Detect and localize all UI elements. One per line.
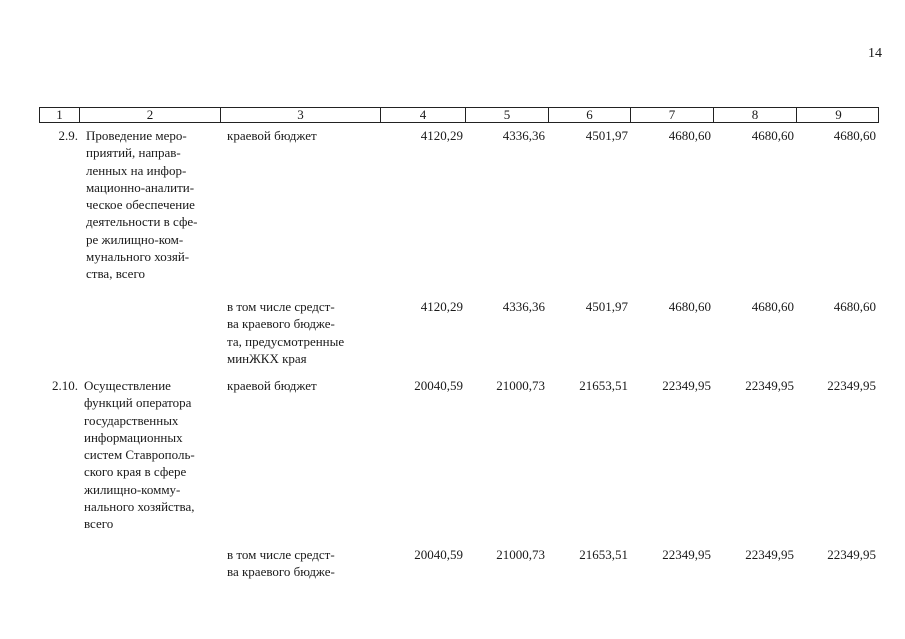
- value-col-8: 4680,60: [751, 299, 794, 314]
- column-header-6: 6: [549, 108, 631, 122]
- column-header-8: 8: [714, 108, 797, 122]
- description-line: ческое обеспечение: [86, 197, 195, 213]
- row-description: [86, 127, 214, 283]
- row-description: [84, 377, 216, 533]
- value-col-8: 4680,60: [751, 128, 794, 143]
- column-header-5: 5: [466, 108, 549, 122]
- table-header-row: [39, 107, 879, 123]
- value-col-6: 21653,51: [579, 547, 628, 562]
- funding-source: краевой бюджет: [227, 128, 317, 143]
- source-line: ва краевого бюдже-: [227, 316, 335, 332]
- description-line: систем Ставрополь-: [84, 447, 195, 463]
- description-line: государственных: [84, 412, 179, 428]
- column-header-2: 2: [80, 108, 221, 122]
- description-line: ре жилищно-ком-: [86, 231, 184, 247]
- description-line: Проведение меро-: [86, 128, 187, 143]
- description-line: приятий, направ-: [86, 145, 181, 161]
- value-col-6: 4501,97: [585, 128, 628, 143]
- row-number: 2.10.: [52, 378, 78, 393]
- value-col-4: 4120,29: [420, 128, 463, 143]
- value-col-4: 20040,59: [414, 547, 463, 562]
- description-line: ского края в сфере: [84, 464, 187, 480]
- value-col-5: 21000,73: [496, 378, 545, 393]
- source-line: ва краевого бюдже-: [227, 564, 335, 580]
- value-col-6: 21653,51: [579, 378, 628, 393]
- value-col-4: 20040,59: [414, 378, 463, 393]
- value-col-9: 22349,95: [827, 547, 876, 562]
- description-line: всего: [84, 516, 114, 532]
- value-col-7: 4680,60: [668, 299, 711, 314]
- value-col-7: 22349,95: [662, 547, 711, 562]
- value-col-8: 22349,95: [745, 547, 794, 562]
- value-col-9: 4680,60: [833, 128, 876, 143]
- description-line: функций оператора: [84, 395, 192, 411]
- column-header-9: 9: [835, 107, 842, 122]
- funding-source: [227, 546, 376, 581]
- source-line: в том числе средст-: [227, 299, 335, 314]
- row-number: 2.9.: [58, 128, 78, 143]
- value-col-8: 22349,95: [745, 378, 794, 393]
- column-header-7: 7: [631, 108, 714, 122]
- value-col-5: 4336,36: [502, 128, 545, 143]
- source-line: минЖКХ края: [227, 350, 307, 366]
- source-line: в том числе средст-: [227, 547, 335, 562]
- value-col-9: 22349,95: [827, 378, 876, 393]
- column-header-1: 1: [40, 108, 80, 122]
- source-line: та, предусмотренные: [227, 333, 345, 349]
- value-col-5: 21000,73: [496, 547, 545, 562]
- value-col-6: 4501,97: [585, 299, 628, 314]
- funding-source: [227, 298, 376, 367]
- value-col-7: 4680,60: [668, 128, 711, 143]
- column-header-4: 4: [381, 108, 466, 122]
- description-line: жилищно-комму-: [84, 481, 181, 497]
- page-number: 14: [868, 46, 882, 61]
- description-line: мационно-аналити-: [86, 179, 195, 195]
- value-col-7: 22349,95: [662, 378, 711, 393]
- value-col-9: 4680,60: [833, 299, 876, 314]
- value-col-5: 4336,36: [502, 299, 545, 314]
- description-line: информационных: [84, 429, 183, 445]
- description-line: ленных на инфор-: [86, 162, 187, 178]
- value-col-4: 4120,29: [420, 299, 463, 314]
- funding-source: краевой бюджет: [227, 378, 317, 393]
- column-header-3: 3: [221, 108, 381, 122]
- description-line: Осуществление: [84, 378, 171, 393]
- description-line: ства, всего: [86, 266, 145, 282]
- description-line: мунального хозяй-: [86, 249, 190, 265]
- description-line: нального хозяйства,: [84, 499, 195, 515]
- description-line: деятельности в сфе-: [86, 214, 198, 230]
